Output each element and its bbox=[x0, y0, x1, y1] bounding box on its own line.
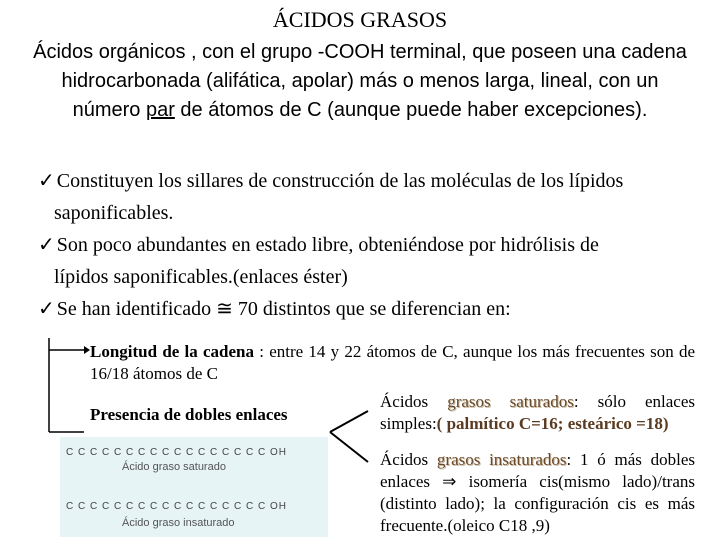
insaturados-paragraph bbox=[380, 449, 695, 537]
intro-text-start: Ácidos orgánicos , con el grupo -COOH terminal, que poseen una cadena hidrocarbonada (alifática, apolar) más o menos larga, lineal, con un número bbox=[33, 41, 687, 121]
page-title: ÁCIDOS GRASOS bbox=[272, 7, 448, 32]
check-icon: ✓ bbox=[38, 168, 55, 192]
longitud-paragraph bbox=[90, 341, 695, 385]
check-icon: ✓ bbox=[38, 232, 55, 256]
saturated-chain: C C C C C C C C C C C C C C C C C OH bbox=[66, 447, 287, 458]
longitud-text: : entre 14 y 22 átomos de C, aunque los más frecuentes son de 16/18 átomos de C bbox=[90, 342, 696, 383]
saturados-examples: ( palmítico C=16; esteárico =18) bbox=[436, 414, 669, 433]
intro-underlined-word: par bbox=[145, 99, 175, 121]
intro-text-end: de átomos de C (aunque puede haber excepciones). bbox=[174, 99, 648, 121]
bullet-text: Se han identificado ≅ 70 distintos que se diferencian en: bbox=[56, 298, 511, 320]
bullet-text: Constituyen los sillares de construcción de las moléculas de los lípidos bbox=[56, 170, 624, 192]
bullet-continuation: saponificables. bbox=[54, 202, 174, 224]
bullet-continuation: lípidos saponificables.(enlaces éster) bbox=[54, 266, 348, 288]
insaturados-text: : 1 ó más dobles enlaces ⇒ isomería cis(mismo lado)/trans (distinto lado); la configuración cis es más frecuente.(oleico C18 ,9) bbox=[380, 450, 695, 535]
insaturados-highlight: grasos insaturados bbox=[436, 450, 567, 469]
unsaturated-label: Ácido graso insaturado bbox=[122, 517, 235, 529]
saturated-label: Ácido graso saturado bbox=[122, 461, 226, 473]
bullet-text: Son poco abundantes en estado libre, obteniéndose por hidrólisis de bbox=[56, 234, 599, 256]
unsaturated-chain: C C C C C C C C C C C C C C C C C OH bbox=[66, 501, 287, 512]
saturados-highlight: grasos saturados bbox=[447, 392, 574, 411]
check-icon: ✓ bbox=[38, 296, 55, 320]
presencia-label: Presencia de dobles enlaces bbox=[90, 405, 288, 424]
insaturados-pre: Ácidos bbox=[380, 450, 437, 469]
saturados-text: : sólo enlaces simples: bbox=[380, 392, 695, 433]
longitud-label: Longitud de la cadena bbox=[90, 342, 255, 361]
saturados-pre: Ácidos bbox=[380, 392, 448, 411]
fatty-acid-diagram bbox=[60, 437, 328, 537]
saturados-paragraph bbox=[380, 391, 695, 435]
